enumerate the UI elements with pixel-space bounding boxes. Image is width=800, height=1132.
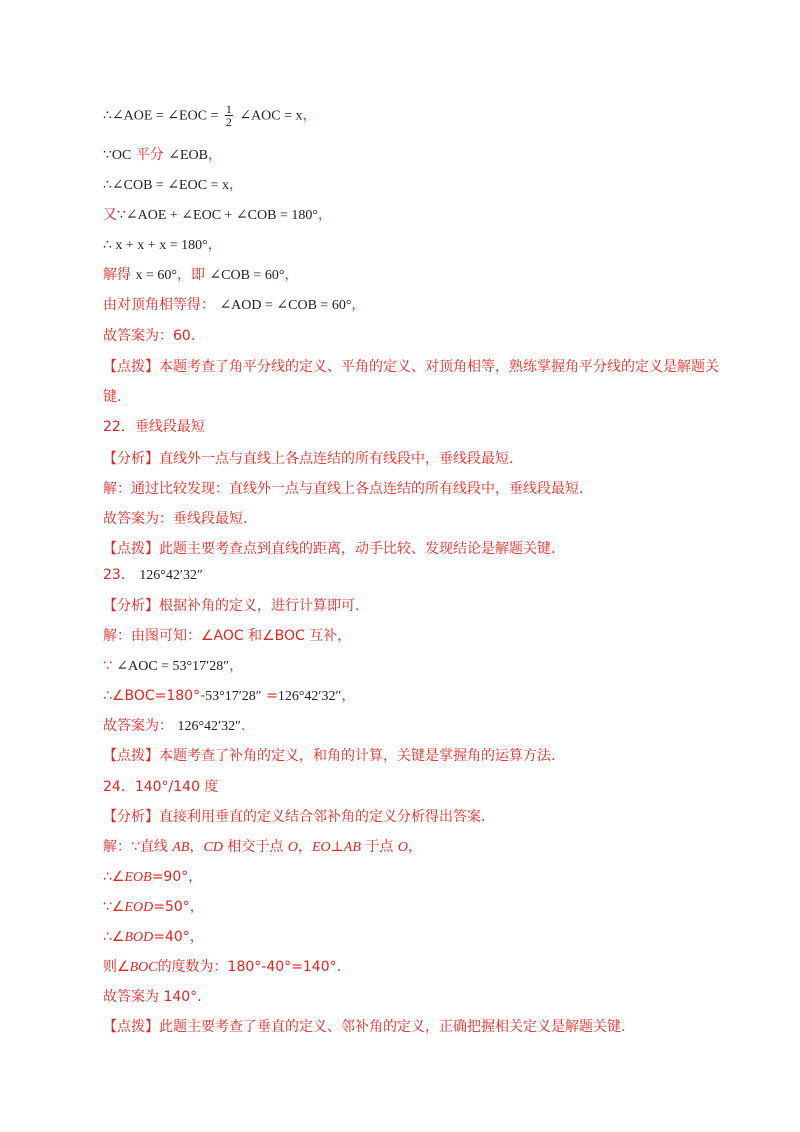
answer-line [103,717,740,736]
punctuation: ， [317,207,332,223]
text-red: ，即 [176,267,205,283]
math-expression: ∠EOB [168,148,208,163]
math-expression: ∴ x + x + x = 180° [103,238,208,253]
text-red: 的度数为：180°-40°=140°. [157,959,342,975]
text-red: 则∠ [103,959,130,975]
text-red: 解：∵直线 [103,839,168,855]
solution-line: 解：通过比较发现：直线外一点与直线上各点连结的所有线段中，垂线段最短. [103,481,584,497]
math-variable: EO⊥AB [311,840,361,855]
question-23-heading [103,566,740,585]
given-line [103,657,740,676]
math-variable: EOB [124,870,152,885]
text-red: 相交于点 [227,839,284,855]
math-expression: ∴∠AOE = ∠EOC = [103,108,219,124]
math-variable: BOC [129,960,158,975]
answer-line: 故答案为：垂线段最短. [103,511,248,527]
question-24-heading: 24．140°/140 度 [103,779,219,795]
fraction-denominator: 2 [225,115,232,129]
punctuation: ， [207,237,222,253]
punctuation: ， [189,839,204,855]
calculation-line [103,687,740,706]
solution-line [103,838,740,857]
solution-line-3 [103,176,740,195]
punctuation: . [240,718,246,734]
tip-line: 【点拨】此题主要考查了垂直的定义、邻补角的定义，正确把握相关定义是解题关键. [103,1019,626,1035]
solution-line-5 [103,236,740,255]
tip-paragraph: 【点拨】本题考查了角平分线的定义、平角的定义、对顶角相等，熟练掌握角平分线的定义是解题关键. [103,359,719,405]
question-number: 23． [103,567,135,583]
math-expression: ∵OC [103,148,132,163]
punctuation: ， [228,177,243,193]
punctuation: ， [341,688,356,704]
math-variable: EOD [124,900,154,915]
punctuation: ， [351,297,366,313]
text-red: ∴∠BOC=180°- [103,688,206,704]
text-red: ∴∠ [103,929,125,945]
math-variable: AB [172,840,190,855]
solution-line-6 [103,266,740,285]
question-22-heading: 22．垂线段最短 [103,419,205,435]
analysis-line: 【分析】根据补角的定义，进行计算即可. [103,598,360,614]
punctuation: ， [284,267,299,283]
tip-line: 【点拨】本题考查了补角的定义，和角的计算，关键是掌握角的运算方法. [103,748,556,764]
text-red: 由对顶角相等得： [103,297,215,313]
step-line [103,868,740,887]
result-line [103,958,740,977]
text-red: =50°， [153,899,204,915]
math-expression: ∴∠COB = ∠EOC = x [103,178,229,193]
math-expression: x = 60° [135,268,177,283]
math-expression: ∠AOC = x [239,108,303,124]
answer-line: 故答案为：60. [103,328,196,344]
math-expression: 126°42′32″ [139,568,203,583]
text-red: ∵ [103,658,112,674]
text-red: = [266,688,278,704]
analysis-line: 【分析】直接利用垂直的定义结合邻补角的定义分析得出答案. [103,809,486,825]
punctuation: ， [302,107,317,124]
fraction-one-half [225,103,233,128]
text-red: 又 [103,207,117,223]
text-red: =40°， [153,929,204,945]
text-red: 故答案为： [103,718,173,734]
math-expression: 126°42′32″ [277,689,342,704]
answer-line: 故答案为 140°. [103,989,202,1005]
math-variable: O [287,840,298,855]
math-variable: CD [203,840,223,855]
text-red: =90°， [151,869,203,885]
text-red: 平分 [135,147,164,163]
math-expression: ∠COB = 60° [209,268,285,283]
solution-line-7 [103,296,740,315]
solution-line-1 [103,103,740,128]
punctuation: ， [407,839,422,855]
step-line [103,928,740,947]
math-expression: 53°17′28″ [205,689,262,704]
solution-line-2 [103,146,740,165]
step-line [103,898,740,917]
math-expression: ∠AOC = 53°17′28″ [116,659,230,674]
math-variable: O [397,840,408,855]
punctuation: ， [208,147,222,163]
math-variable: BOD [124,930,154,945]
solution-line-4 [103,206,740,225]
text-red: 于点 [365,839,394,855]
math-expression: 126°42′32″ [177,719,241,734]
tip-line: 【点拨】此题主要考查点到直线的距离，动手比较、发现结论是解题关键. [103,541,556,557]
math-expression: ∵∠AOE + ∠EOC + ∠COB = 180° [117,208,318,223]
fraction-numerator: 1 [225,102,232,116]
math-expression: ∠AOD = ∠COB = 60° [219,298,352,313]
punctuation: ， [297,839,312,855]
text-red: 解得 [103,267,131,283]
solution-line: 解：由图可知：∠AOC 和∠BOC 互补， [103,628,352,644]
punctuation: ， [229,658,244,674]
text-red: ∵∠ [103,899,125,915]
text-red: ∴∠ [103,869,125,885]
analysis-line: 【分析】直线外一点与直线上各点连结的所有线段中，垂线段最短. [103,451,514,467]
